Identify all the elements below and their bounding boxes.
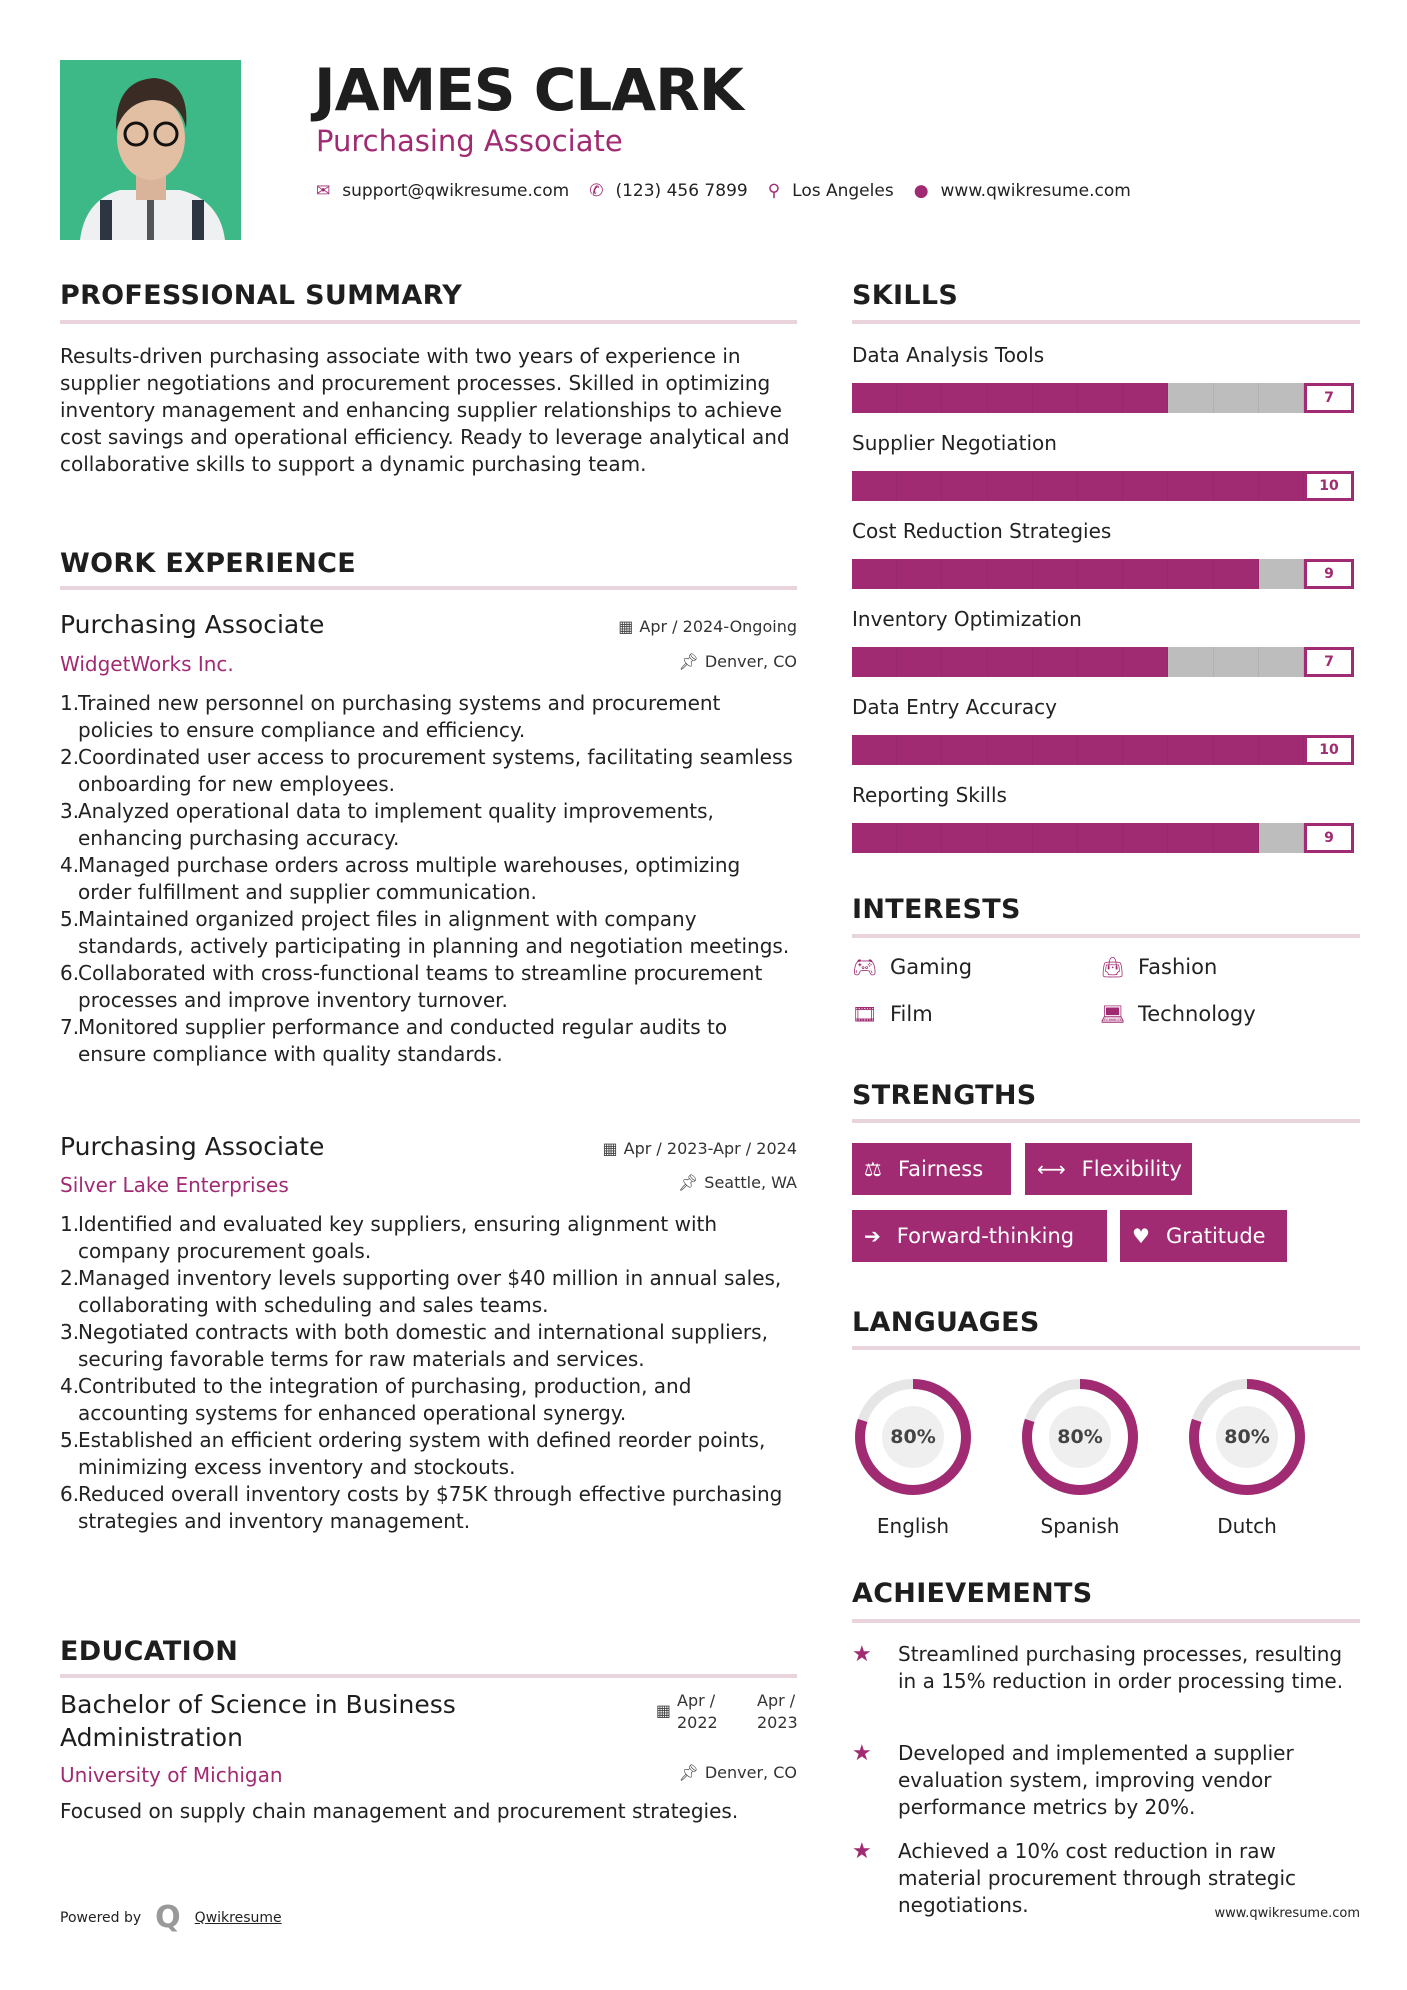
globe-icon: ●	[913, 181, 929, 201]
education-start: Apr / 2022	[677, 1691, 718, 1732]
skill-bar-segment	[1123, 559, 1168, 589]
skill-track	[852, 823, 1304, 853]
section-divider	[60, 320, 797, 324]
job-title: Purchasing Associate	[60, 610, 325, 639]
job-duties-list	[60, 1211, 797, 1535]
job-duty	[60, 1014, 797, 1068]
language-donut	[852, 1376, 974, 1498]
star-icon: ★	[852, 1741, 872, 1766]
calendar-icon: ▦	[655, 1701, 671, 1720]
interest-technology	[1100, 1002, 1256, 1026]
language-item	[1019, 1376, 1141, 1538]
contact-location: Los Angeles	[792, 181, 894, 201]
skill-bar-segment	[942, 383, 987, 413]
skill-bar-segment	[1168, 559, 1213, 589]
map-marker-icon: ⚲	[767, 181, 781, 201]
job-duty	[60, 852, 797, 906]
skill-bar-segment	[942, 735, 987, 765]
job-duty	[60, 1373, 797, 1427]
interest-gaming	[852, 955, 972, 979]
languages-heading: LANGUAGES	[852, 1307, 1040, 1338]
list-number: 5.	[60, 907, 80, 931]
strength-fairness	[852, 1143, 1011, 1195]
interest-label: Fashion	[1138, 955, 1218, 979]
list-number: 6.	[60, 961, 80, 985]
job-duty-text: Analyzed operational data to implement quality improvements, enhancing purchasing accuracy.	[78, 799, 714, 850]
skill-bar-segment	[1078, 735, 1123, 765]
skill-bar-segment	[1168, 823, 1213, 853]
section-divider	[852, 320, 1360, 324]
job-duty	[60, 744, 797, 798]
skill-track	[852, 383, 1304, 413]
skill-bar-segment	[897, 471, 942, 501]
education-heading: EDUCATION	[60, 1636, 239, 1667]
strengths-heading: STRENGTHS	[852, 1080, 1037, 1111]
experience-heading: WORK EXPERIENCE	[60, 548, 356, 579]
section-divider	[852, 1346, 1360, 1350]
skill-bar-segment	[1123, 383, 1168, 413]
company-name: WidgetWorks Inc.	[60, 652, 234, 676]
skill-bar	[852, 559, 1354, 589]
skill-bar-segment	[1259, 647, 1304, 677]
skill-bar-segment	[1214, 383, 1259, 413]
skill-bar	[852, 647, 1354, 677]
contact-bar	[316, 181, 1151, 201]
job-duty-text: Identified and evaluated key suppliers, ensuring alignment with company procurement goals.	[78, 1212, 718, 1263]
skill-bar-segment	[897, 559, 942, 589]
job-duty	[60, 906, 797, 960]
skill-bar-segment	[1214, 647, 1259, 677]
skill-bar-segment	[942, 823, 987, 853]
skill-bar-segment	[988, 735, 1033, 765]
list-number: 2.	[60, 1266, 80, 1290]
skill-bar-segment	[988, 559, 1033, 589]
skill-bar-segment	[852, 823, 897, 853]
list-number: 3.	[60, 799, 80, 823]
skill-bar-segment	[988, 383, 1033, 413]
job-duty-text: Collaborated with cross-functional teams to streamline procurement processes and improve inventory turnover.	[78, 961, 763, 1012]
job-location-text: Seattle, WA	[704, 1173, 797, 1192]
candidate-title: Purchasing Associate	[316, 124, 623, 158]
achievement-item	[852, 1740, 1352, 1821]
job-duty-text: Managed inventory levels supporting over $40 million in annual sales, collaborating with scheduling and sales teams.	[78, 1266, 782, 1317]
job-duty	[60, 1211, 797, 1265]
language-item	[852, 1376, 974, 1538]
language-item	[1186, 1376, 1308, 1538]
job-location	[679, 652, 797, 671]
interest-label: Film	[890, 1002, 933, 1026]
skill-bar	[852, 383, 1354, 413]
language-name: English	[876, 1514, 950, 1538]
skill-value: 7	[1304, 647, 1354, 677]
language-percent: 80%	[1224, 1426, 1270, 1448]
skill-bar-segment	[1078, 823, 1123, 853]
gamepad-icon: 🎮︎	[852, 955, 878, 979]
list-number: 7.	[60, 1015, 80, 1039]
skill-bar-segment	[942, 647, 987, 677]
strength-label: Fairness	[897, 1157, 984, 1181]
skill-name: Cost Reduction Strategies	[852, 519, 1112, 543]
skill-value: 10	[1304, 735, 1354, 765]
skill-bar-segment	[1259, 559, 1304, 589]
skill-value: 9	[1304, 559, 1354, 589]
job-duty-text: Established an efficient ordering system with defined reorder points, minimizing excess inventory and stockouts.	[78, 1428, 766, 1479]
achievement-item	[852, 1641, 1352, 1695]
pin-icon: 📌︎	[678, 1763, 699, 1782]
interest-film	[852, 1002, 933, 1026]
profile-photo	[60, 60, 241, 240]
interest-label: Gaming	[890, 955, 973, 979]
skill-bar-segment	[1214, 471, 1259, 501]
education-location	[679, 1763, 797, 1782]
skill-bar-segment	[897, 383, 942, 413]
language-donut	[1186, 1376, 1308, 1498]
skill-name: Data Entry Accuracy	[852, 695, 1057, 719]
education-description: Focused on supply chain management and procurement strategies.	[60, 1799, 739, 1823]
film-icon: 🎞︎	[852, 1002, 878, 1026]
skill-bar-segment	[1214, 559, 1259, 589]
shopping-bag-icon: 👜︎	[1100, 955, 1126, 979]
pin-icon: 📌︎	[677, 1173, 699, 1192]
strength-label: Flexibility	[1081, 1157, 1182, 1181]
job-date-text: Apr / 2023-Apr / 2024	[623, 1139, 797, 1158]
interests-heading: INTERESTS	[852, 894, 1021, 925]
skill-bar-segment	[1078, 471, 1123, 501]
skill-bar-segment	[988, 823, 1033, 853]
skill-bar-segment	[1259, 471, 1304, 501]
skill-bar-segment	[942, 471, 987, 501]
summary-heading: PROFESSIONAL SUMMARY	[60, 280, 463, 311]
skill-bar-segment	[852, 647, 897, 677]
job-duty	[60, 690, 797, 744]
powered-by-label: Powered by	[60, 1909, 142, 1926]
skill-track	[852, 559, 1304, 589]
skill-bar-segment	[1123, 735, 1168, 765]
language-name: Dutch	[1217, 1514, 1277, 1538]
job-duty-text: Coordinated user access to procurement systems, facilitating seamless onboarding for new employees.	[78, 745, 793, 796]
achievement-text: Streamlined purchasing processes, resulting in a 15% reduction in order processing time.	[898, 1642, 1344, 1693]
skill-bar-segment	[1123, 647, 1168, 677]
skill-bar-segment	[1214, 735, 1259, 765]
interest-label: Technology	[1138, 1002, 1256, 1026]
skill-bar-segment	[1123, 823, 1168, 853]
star-icon: ★	[852, 1642, 872, 1667]
job-duty-text: Maintained organized project files in alignment with company standards, actively participating in planning and negotiation meetings.	[78, 907, 790, 958]
contact-phone[interactable]: (123) 456 7899	[615, 181, 748, 201]
skill-bar-segment	[1033, 383, 1078, 413]
contact-email[interactable]: support@qwikresume.com	[342, 181, 570, 201]
candidate-name: JAMES CLARK	[314, 56, 743, 124]
section-divider	[852, 1119, 1360, 1123]
skill-bar-segment	[988, 647, 1033, 677]
pin-icon: 📌︎	[678, 652, 699, 671]
achievements-heading: ACHIEVEMENTS	[852, 1578, 1093, 1609]
skill-bar-segment	[1259, 735, 1304, 765]
section-divider	[852, 1619, 1360, 1623]
skill-name: Supplier Negotiation	[852, 431, 1057, 455]
skill-track	[852, 471, 1304, 501]
list-number: 3.	[60, 1320, 80, 1344]
skill-bar	[852, 823, 1354, 853]
skill-bar-segment	[1123, 471, 1168, 501]
skill-bar-segment	[1078, 647, 1123, 677]
list-number: 5.	[60, 1428, 80, 1452]
skill-bar-segment	[1168, 735, 1213, 765]
skill-bar-segment	[897, 647, 942, 677]
contact-website[interactable]: www.qwikresume.com	[940, 181, 1131, 201]
language-donut	[1019, 1376, 1141, 1498]
strength-gratitude	[1120, 1210, 1287, 1262]
skill-bar-segment	[1033, 647, 1078, 677]
degree-title: Bachelor of Science in Business Administration	[60, 1690, 456, 1752]
education-location-text: Denver, CO	[704, 1763, 797, 1782]
job-date	[603, 1139, 797, 1158]
company-name: Silver Lake Enterprises	[60, 1173, 289, 1197]
strength-forward-thinking	[852, 1210, 1107, 1262]
skill-track	[852, 647, 1304, 677]
skill-bar-segment	[1259, 383, 1304, 413]
job-duty-text: Trained new personnel on purchasing systems and procurement policies to ensure compliance and efficiency.	[78, 691, 721, 742]
job-duty	[60, 1481, 797, 1535]
job-duty-text: Monitored supplier performance and conducted regular audits to ensure compliance with quality standards.	[78, 1015, 728, 1066]
language-percent: 80%	[1057, 1426, 1103, 1448]
list-number: 4.	[60, 853, 80, 877]
skill-name: Inventory Optimization	[852, 607, 1082, 631]
footer-website[interactable]: www.qwikresume.com	[1214, 1906, 1360, 1921]
laptop-icon: 💻︎	[1100, 1002, 1126, 1026]
skill-bar-segment	[1033, 471, 1078, 501]
job-duty	[60, 960, 797, 1014]
calendar-icon: ▦	[602, 1139, 618, 1158]
skill-bar-segment	[852, 383, 897, 413]
summary-text: Results-driven purchasing associate with two years of experience in supplier negotiations and procurement processes. Skilled in optimizing inventory management and enhancing supplier relationships to achieve cost savings and operational efficiency. Ready to leverage analytical and collaborative skills to support a dynamic purchasing team.	[60, 344, 790, 476]
school-name: University of Michigan	[60, 1763, 283, 1787]
job-duties-list	[60, 690, 797, 1068]
job-duty	[60, 1265, 797, 1319]
job-duty	[60, 798, 797, 852]
job-date	[618, 617, 797, 636]
skill-bar-segment	[1168, 647, 1213, 677]
achievement-text: Developed and implemented a supplier evaluation system, improving vendor performance metrics by 20%.	[898, 1741, 1294, 1819]
language-percent: 80%	[890, 1426, 936, 1448]
skill-value: 9	[1304, 823, 1354, 853]
qwikresume-logo-icon: Q	[155, 1900, 181, 1935]
skill-name: Data Analysis Tools	[852, 343, 1045, 367]
job-date-text: Apr / 2024-Ongoing	[639, 617, 797, 636]
list-number: 1.	[60, 1212, 80, 1236]
skill-track	[852, 735, 1304, 765]
heart-icon: ♥	[1132, 1224, 1150, 1248]
arrow-right-icon: ➔	[864, 1224, 881, 1248]
qwikresume-link[interactable]: Qwikresume	[194, 1909, 282, 1926]
skill-bar-segment	[1033, 823, 1078, 853]
skill-name: Reporting Skills	[852, 783, 1007, 807]
skill-bar-segment	[1078, 383, 1123, 413]
skill-bar-segment	[852, 559, 897, 589]
skill-bar-segment	[1168, 383, 1213, 413]
phone-icon: ✆	[589, 181, 604, 201]
skill-bar-segment	[988, 471, 1033, 501]
skill-value: 10	[1304, 471, 1354, 501]
strength-label: Forward-thinking	[896, 1224, 1075, 1248]
job-duty-text: Contributed to the integration of purchasing, production, and accounting systems for enhanced operational synergy.	[78, 1374, 692, 1425]
section-divider	[852, 934, 1360, 938]
job-duty	[60, 1427, 797, 1481]
strength-flexibility	[1025, 1143, 1192, 1195]
skill-bar-segment	[1033, 559, 1078, 589]
envelope-icon: ✉	[316, 181, 331, 201]
education-dates	[656, 1690, 797, 1734]
job-duty-text: Negotiated contracts with both domestic and international suppliers, securing favorable terms for raw materials and services.	[78, 1320, 768, 1371]
star-icon: ★	[852, 1839, 872, 1864]
powered-by	[60, 1900, 282, 1935]
job-title: Purchasing Associate	[60, 1132, 325, 1161]
arrows-horizontal-icon: ⟷	[1037, 1157, 1066, 1181]
job-duty-text: Reduced overall inventory costs by $75K through effective purchasing strategies and inventory management.	[78, 1482, 783, 1533]
job-duty	[60, 1319, 797, 1373]
job-location	[678, 1173, 797, 1192]
job-duty-text: Managed purchase orders across multiple warehouses, optimizing order fulfillment and supplier communication.	[78, 853, 741, 904]
list-number: 6.	[60, 1482, 80, 1506]
list-number: 2.	[60, 745, 80, 769]
skill-value: 7	[1304, 383, 1354, 413]
job-location-text: Denver, CO	[704, 652, 797, 671]
list-number: 1.	[60, 691, 80, 715]
language-name: Spanish	[1040, 1514, 1120, 1538]
skill-bar-segment	[1259, 823, 1304, 853]
skills-heading: SKILLS	[852, 280, 959, 311]
education-end: Apr / 2023	[757, 1691, 798, 1732]
skill-bar-segment	[852, 471, 897, 501]
skill-bar-segment	[1168, 471, 1213, 501]
skill-bar	[852, 471, 1354, 501]
calendar-icon: ▦	[618, 617, 634, 636]
strength-label: Gratitude	[1165, 1224, 1266, 1248]
section-divider	[60, 1674, 797, 1678]
skill-bar-segment	[897, 735, 942, 765]
skill-bar-segment	[1214, 823, 1259, 853]
balance-scale-icon: ⚖	[864, 1157, 882, 1181]
achievement-text: Achieved a 10% cost reduction in raw material procurement through strategic negotiations.	[898, 1839, 1297, 1917]
interest-fashion	[1100, 955, 1217, 979]
skill-bar-segment	[1078, 559, 1123, 589]
list-number: 4.	[60, 1374, 80, 1398]
skill-bar-segment	[897, 823, 942, 853]
skill-bar-segment	[942, 559, 987, 589]
skill-bar-segment	[852, 735, 897, 765]
skill-bar-segment	[1033, 735, 1078, 765]
skill-bar	[852, 735, 1354, 765]
section-divider	[60, 586, 797, 590]
